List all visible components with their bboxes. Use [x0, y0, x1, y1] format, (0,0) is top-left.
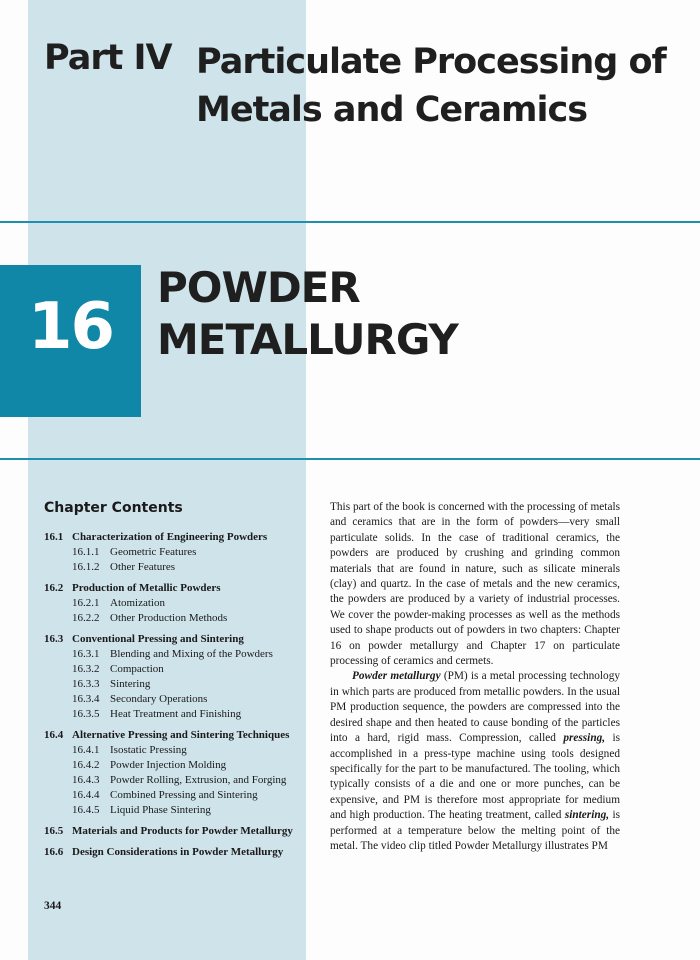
toc-section-number: 16.2: [44, 582, 64, 594]
toc-section-heading: [44, 632, 306, 647]
body-paragraph-1: This part of the book is concerned with the processing of metals and ceramics that are in the form of powders—very small particulate solids. In the case of traditional ceramics, the powders are produced by crushing and grinding common materials that are found in nature, such as silicate minerals (clay) and quartz. In the case of metals and the new ceramics, the powders are produced by a variety of industrial processes. We cover the powder-making processes as well as the methods used to shape products out of powders in two chapters: Chapter 16 on powder metallurgy and Chapter 17 on particulate processing of ceramics and cermets.: [330, 501, 620, 668]
toc-section-title: Characterization of Engineering Powders: [72, 531, 268, 543]
toc-section-number: 16.4: [44, 729, 64, 741]
toc-subsection: [44, 560, 306, 575]
table-of-contents: [44, 530, 306, 866]
toc-subsection: [44, 647, 306, 662]
toc-subsection-number: 16.4.3: [72, 774, 100, 786]
toc-subsection-number: 16.2.1: [72, 597, 100, 609]
toc-section-number: 16.5: [44, 825, 64, 837]
toc-subsection-title: Liquid Phase Sintering: [110, 804, 211, 816]
toc-section-heading: [44, 530, 306, 545]
toc-subsection: [44, 662, 306, 677]
toc-section-number: 16.6: [44, 846, 64, 858]
toc-subsection: [44, 677, 306, 692]
toc-section-number: 16.1: [44, 531, 64, 543]
toc-subsection-number: 16.4.2: [72, 759, 100, 771]
toc-subsection-title: Geometric Features: [110, 546, 197, 558]
toc-subsection: [44, 596, 306, 611]
contents-heading: Chapter Contents: [44, 500, 183, 516]
toc-subsection-number: 16.3.5: [72, 708, 100, 720]
toc-subsection-number: 16.1.2: [72, 561, 100, 573]
toc-subsection-title: Combined Pressing and Sintering: [110, 789, 258, 801]
toc-subsection-number: 16.3.2: [72, 663, 100, 675]
toc-subsection-number: 16.1.1: [72, 546, 100, 558]
term-pressing: pressing,: [563, 732, 606, 745]
toc-subsection-title: Isostatic Pressing: [110, 744, 187, 756]
toc-section: [44, 530, 306, 575]
toc-section-heading: [44, 581, 306, 596]
toc-subsection-number: 16.4.4: [72, 789, 100, 801]
toc-subsection-number: 16.2.2: [72, 612, 100, 624]
toc-subsection-title: Compaction: [110, 663, 164, 675]
toc-subsection-title: Blending and Mixing of the Powders: [110, 648, 273, 660]
toc-section: [44, 632, 306, 722]
toc-section-heading: [44, 845, 306, 860]
chapter-title-line-1: POWDER: [157, 263, 360, 312]
part-title: Particulate Processing of Metals and Ceramics: [196, 42, 666, 130]
toc-section-number: 16.3: [44, 633, 64, 645]
toc-subsection: [44, 611, 306, 626]
toc-section: [44, 728, 306, 818]
body-paragraph-2-part-a: (PM) is a metal processing technology in which parts are produced from metallic powders. In the usual PM production sequence, the powders are compressed into the desired shape and then heated to cause bonding of the particles into a hard, rigid mass. Compression, called: [330, 670, 620, 745]
term-sintering: sintering,: [564, 809, 610, 822]
chapter-title: [157, 262, 677, 366]
toc-subsection-title: Other Production Methods: [110, 612, 228, 624]
part-label: Part IV: [44, 38, 172, 78]
toc-subsection-number: 16.3.4: [72, 693, 100, 705]
toc-subsection-title: Powder Rolling, Extrusion, and Forging: [110, 774, 287, 786]
toc-subsection: [44, 773, 306, 788]
toc-section-heading: [44, 824, 306, 839]
toc-subsection: [44, 788, 306, 803]
body-paragraph-2: [330, 669, 620, 854]
divider-rule-top: [0, 221, 700, 223]
toc-subsection: [44, 803, 306, 818]
divider-rule-bottom: [0, 458, 700, 460]
toc-section: [44, 824, 306, 839]
toc-section-title: Conventional Pressing and Sintering: [72, 633, 244, 645]
toc-section-title: Alternative Pressing and Sintering Techniques: [72, 729, 290, 741]
toc-subsection-number: 16.4.5: [72, 804, 100, 816]
page-number: 344: [44, 900, 62, 912]
toc-section-title: Design Considerations in Powder Metallurgy: [72, 846, 284, 858]
toc-subsection-title: Heat Treatment and Finishing: [110, 708, 242, 720]
body-paragraph-2-part-b: is accomplished in a press-type machine using tools designed specifically for the part to be manufactured. The tooling, which typically consists of a die and one or more punches, can be expensive, and PM is therefore most appropriate for medium and high production. The heating treatment, called: [330, 732, 620, 822]
toc-subsection-title: Sintering: [110, 678, 151, 690]
toc-subsection: [44, 743, 306, 758]
body-paragraph-2-part-c: is performed at a temperature below the melting point of the metal. The video clip titled Powder Metallurgy illustrates PM: [330, 809, 620, 852]
toc-section-title: Materials and Products for Powder Metallurgy: [72, 825, 293, 837]
toc-subsection-title: Atomization: [110, 597, 165, 609]
toc-section: [44, 845, 306, 860]
toc-subsection-number: 16.3.1: [72, 648, 100, 660]
toc-subsection-title: Other Features: [110, 561, 176, 573]
body-text: [330, 500, 620, 854]
toc-subsection: [44, 545, 306, 560]
toc-subsection-number: 16.3.3: [72, 678, 100, 690]
toc-subsection: [44, 758, 306, 773]
toc-section: [44, 581, 306, 626]
toc-subsection: [44, 692, 306, 707]
chapter-number: 16: [27, 290, 114, 364]
toc-section-heading: [44, 728, 306, 743]
toc-subsection: [44, 707, 306, 722]
toc-subsection-title: Powder Injection Molding: [110, 759, 227, 771]
term-powder-metallurgy: Powder metallurgy: [352, 670, 441, 683]
toc-section-title: Production of Metallic Powders: [72, 582, 221, 594]
chapter-title-line-2: METALLURGY: [157, 315, 458, 364]
toc-subsection-number: 16.4.1: [72, 744, 100, 756]
toc-subsection-title: Secondary Operations: [110, 693, 208, 705]
